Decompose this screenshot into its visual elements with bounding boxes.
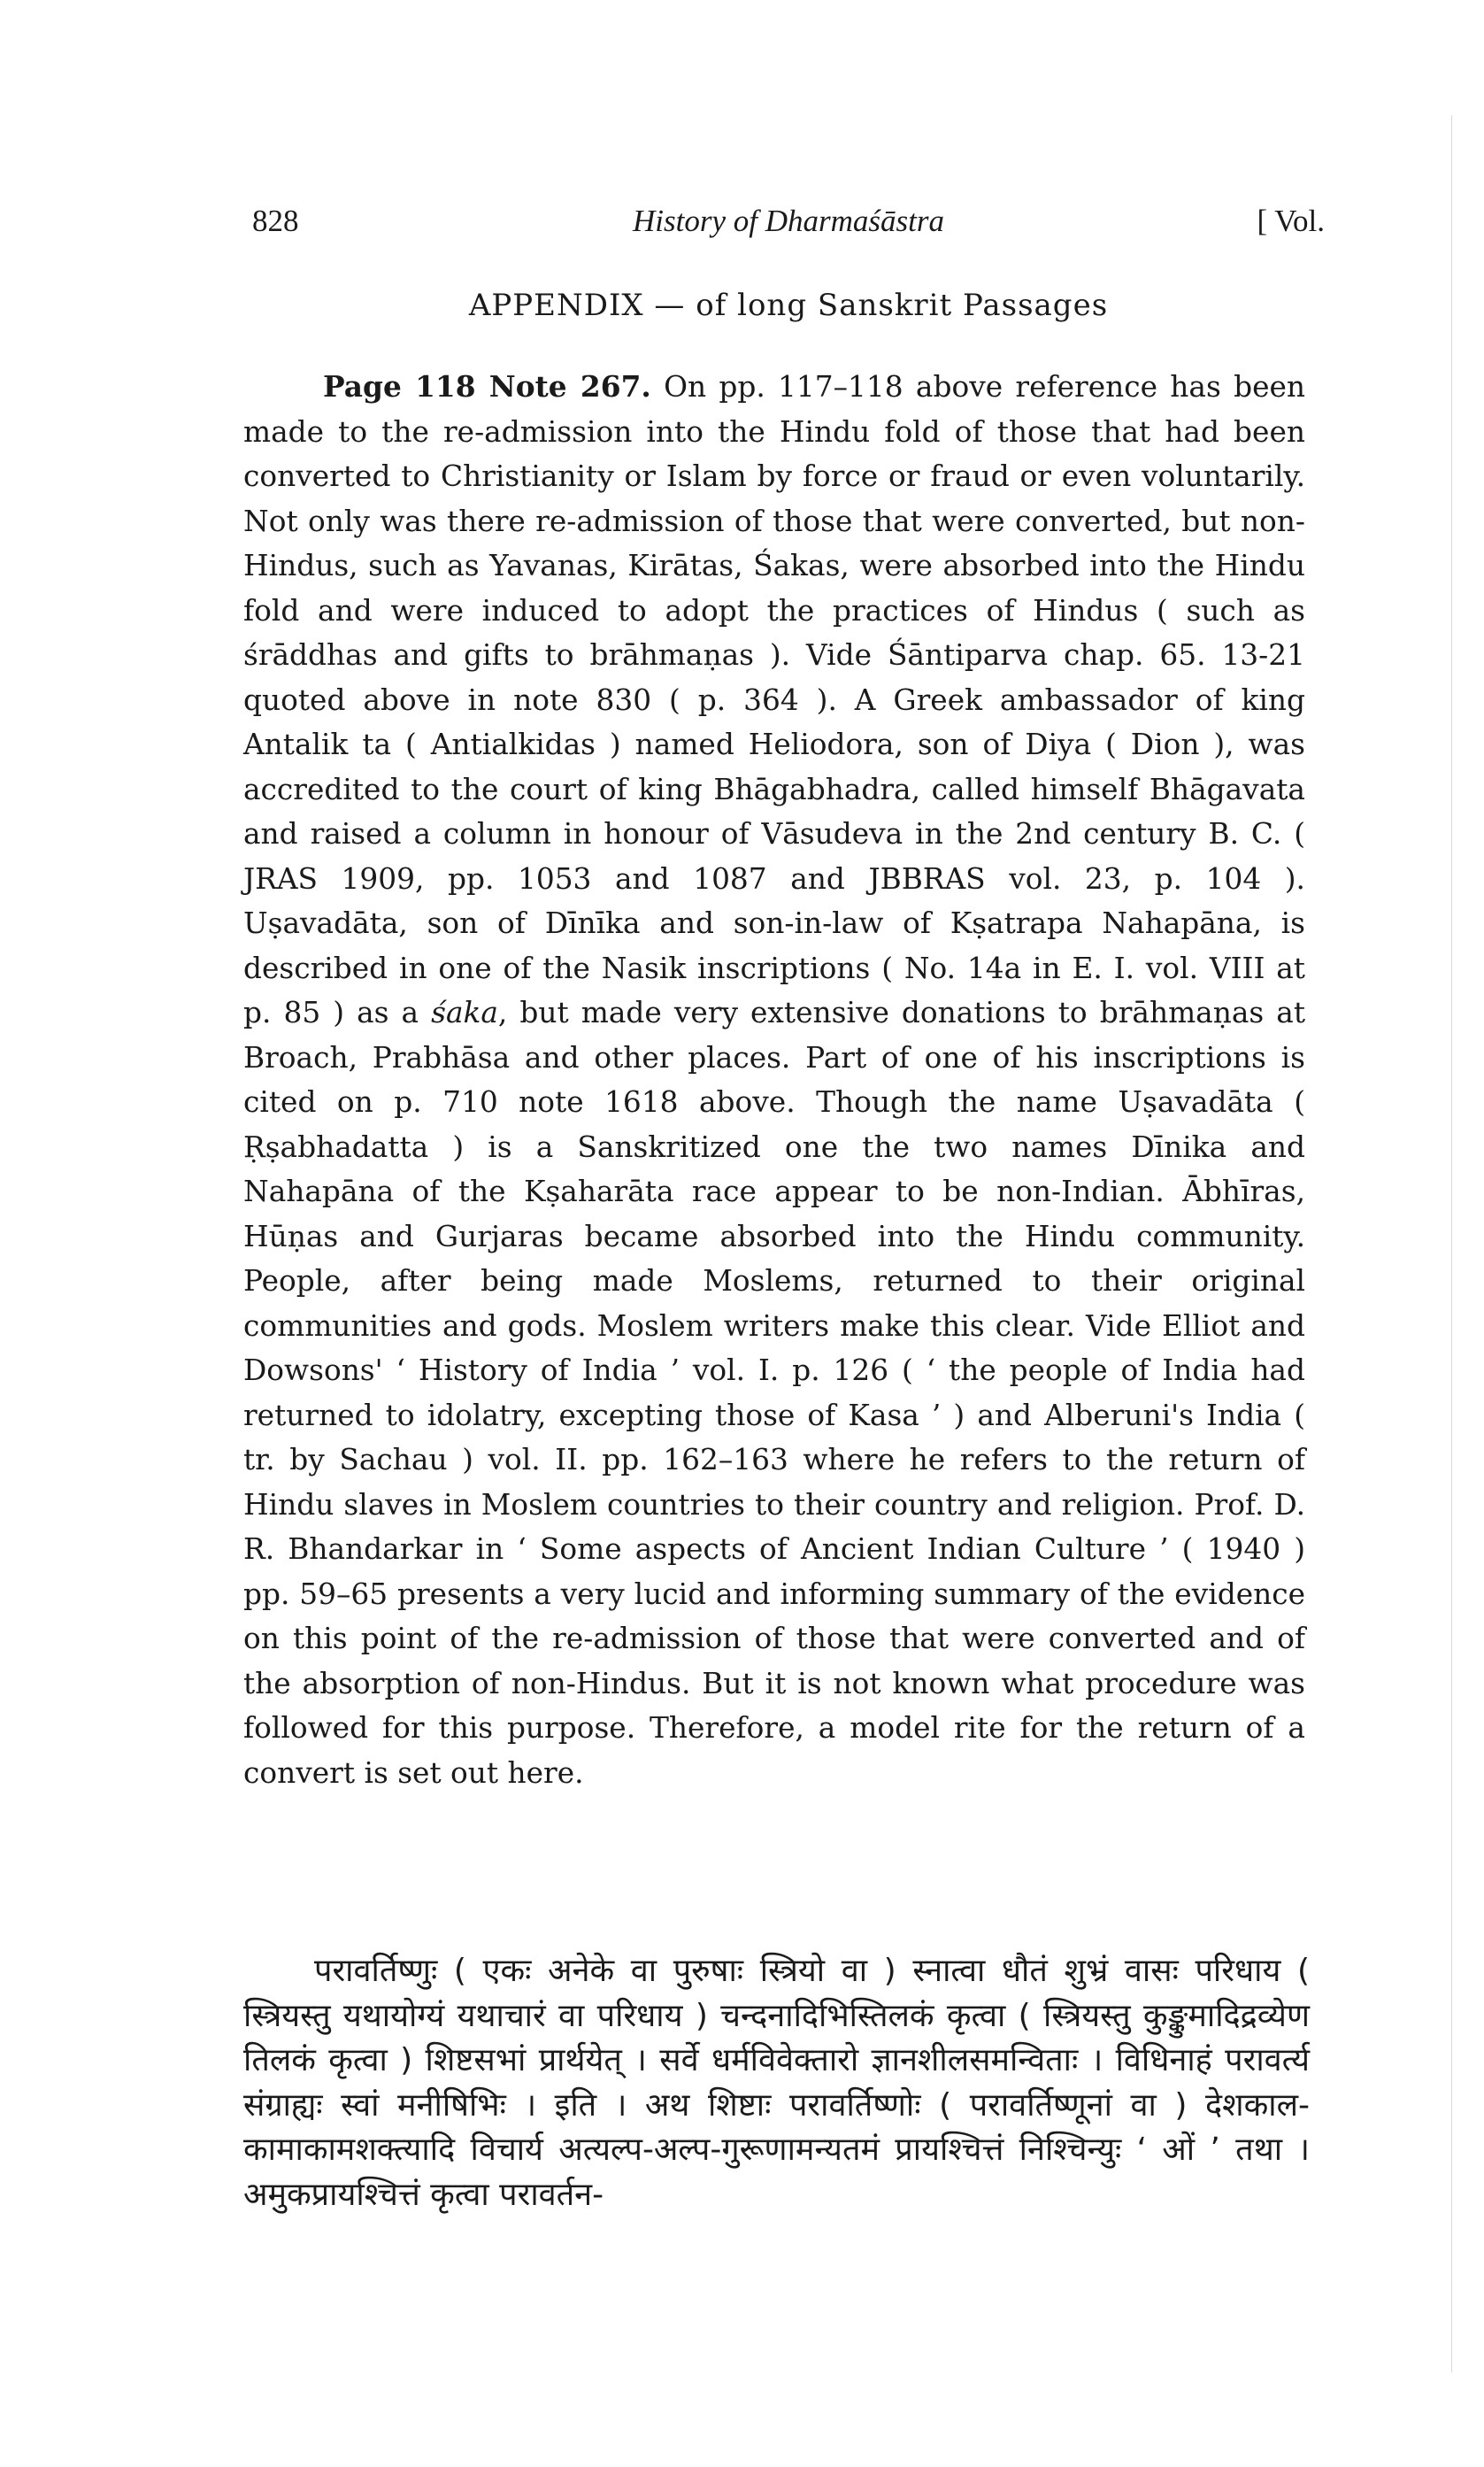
paragraph-text-part-1: On pp. 117–118 above reference has been made to the re-admission into the Hindu fold of those that had been converted to Christianity or Islam by force or fraud or even voluntarily. Not only was there re-admission of those that were converted, but non-Hindus, such as Yavanas, Kirātas, Śakas, were absorbed into the Hindu fold and were induced to adopt the practices of Hindus ( such as śrāddhas and gifts to brāhmaṇas ). Vide Śāntiparva chap. 65. 13-21 quoted above in note 830 ( p. 364 ). A Greek ambassador of king Antalik ta ( Antialkidas ) named Heliodora, son of Diya ( Dion ), was accredited to the court of king Bhāgabhadra, called himself Bhāgavata and raised a column in honour of Vāsudeva in the 2nd century B. C. ( JRAS 1909, pp. 1053 and 1087 and JBBRAS vol. 23, p. 104 ). Uṣavadāta, son of Dīnīka and son-in-law of Kṣatrapa Nahapāna, is described in one of the Nasik inscriptions ( No. 14a in E. I. vol. VIII at p. 85 ) as a <box>243 370 1306 1029</box>
paragraph-text-part-2: , but made very extensive donations to brāhmaṇas at Broach, Prabhāsa and other places. Part of one of his inscriptions is cited on p. 710 note 1618 above. Though the name Uṣavadāta ( Ṛṣabhadatta ) is a Sanskritized one the two names Dīnika and Nahapāna of the Kṣaharāta race appear to be non-Indian. Ābhīras, Hūṇas and Gurjaras became absorbed into the Hindu community. People, after being made Moslems, returned to their original communities and gods. Moslem writers make this clear. Vide Elliot and Dowsons' ‘ History of India ’ vol. I. p. 126 ( ‘ the people of India had returned to idolatry, excepting those of Kasa ’ ) and Alberuni's India ( tr. by Sachau ) vol. II. pp. 162–163 where he refers to the return of Hindu slaves in Moslem countries to their country and religion. Prof. D. R. Bhandarkar in ‘ Some aspects of Ancient Indian Culture ’ ( 1940 ) pp. 59–65 presents a very lucid and informing summary of the evidence on this point of the re-admission of those that were converted and of the absorption of non-Hindus. But it is not known what procedure was followed for this purpose. Therefore, a model rite for the return of a convert is set out here. <box>243 996 1306 1790</box>
page-number: 828 <box>252 204 299 238</box>
sanskrit-text: परावर्तिष्णुः ( एकः अनेके वा पुरुषाः स्त्रियो वा ) स्नात्वा धौतं शुभ्रं वासः परिधाय ( स्त्रियस्तु यथायोग्यं यथाचारं वा परिधाय ) चन्दनादिभिस्तिलकं कृत्वा ( स्त्रियस्तु कुङ्कुमादिद्रव्येण तिलकं कृत्वा ) शिष्टसभां प्रार्थयेत् । सर्वे धर्मविवेक्तारो ज्ञानशीलसमन्विताः । विधिनाहं परावर्त्य संग्राह्यः स्वां मनीषिभिः । इति । अथ शिष्टाः परावर्तिष्णोः ( परावर्तिष्णूनां वा ) देशकाल-कामाकामशक्त्यादि विचार्य अत्यल्प-अल्प-गुरूणामन्यतमं प्रायश्चित्तं निश्चिन्युः ‘ ओं ’ तथा । अमुकप्रायश्चित्तं कृत्वा परावर्तन- <box>243 1953 1310 2213</box>
volume-marker: [ Vol. <box>1257 204 1325 238</box>
appendix-title: APPENDIX — of long Sanskrit Passages <box>468 288 1109 323</box>
sanskrit-passage <box>243 1949 1310 2217</box>
running-title: History of Dharmaśāstra <box>633 204 944 238</box>
page-header <box>252 204 1325 257</box>
page-note-reference: Page 118 Note 267. <box>323 369 651 404</box>
saka-term: śaka <box>431 996 498 1029</box>
body-paragraph <box>243 365 1305 1795</box>
scan-margin-line <box>1451 115 1452 2372</box>
